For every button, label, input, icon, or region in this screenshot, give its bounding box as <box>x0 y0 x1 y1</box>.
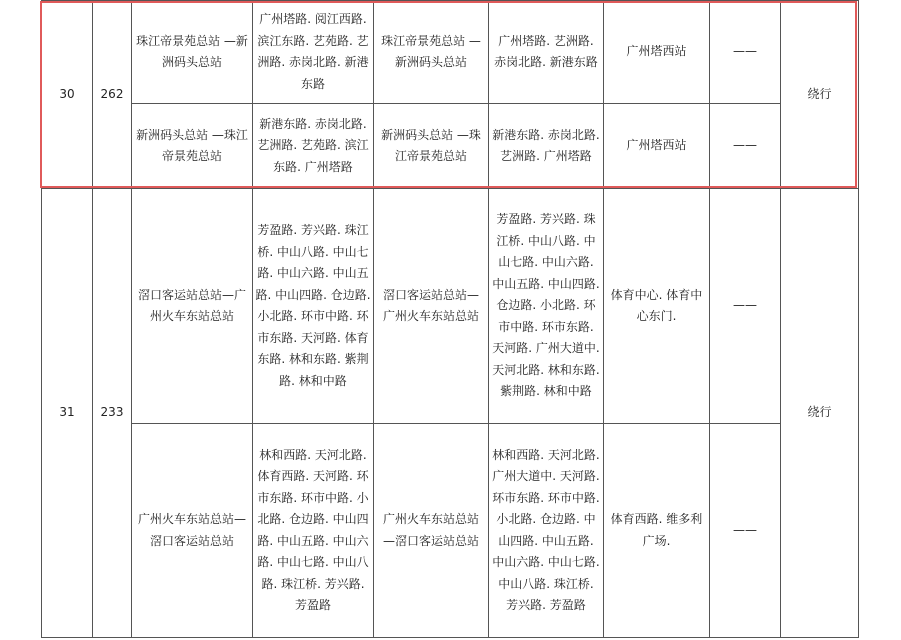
adjusted-path-cell: 广州塔路. 艺洲路. 赤岗北路. 新港东路 <box>489 1 604 104</box>
adjusted-path-cell: 林和西路. 天河北路. 广州大道中. 天河路. 环市东路. 环市中路. 小北路. 仓边路. 中山四路. 中山五路. 中山六路. 中山七路. 中山八路. 珠江桥. 芳兴路. 芳盈路 <box>489 424 604 638</box>
stops-added-cell: —— <box>710 104 781 189</box>
adjusted-direction-cell: 新洲码头总站 —珠江帝景苑总站 <box>374 104 489 189</box>
route-number-cell: 233 <box>93 189 132 638</box>
table-row <box>42 189 859 424</box>
direction-cell: 广州火车东站总站—滘口客运站总站 <box>132 424 253 638</box>
route-adjustment-table <box>41 0 859 638</box>
original-path-cell: 新港东路. 赤岗北路. 艺洲路. 艺苑路. 滨江东路. 广州塔路 <box>253 104 374 189</box>
note-cell: 绕行 <box>781 189 859 638</box>
stops-added-cell: —— <box>710 1 781 104</box>
adjusted-direction-cell: 滘口客运站总站—广州火车东站总站 <box>374 189 489 424</box>
stops-added-cell: —— <box>710 424 781 638</box>
adjusted-direction-cell: 广州火车东站总站—滘口客运站总站 <box>374 424 489 638</box>
sequence-number-cell: 30 <box>42 1 93 189</box>
direction-cell: 滘口客运站总站—广州火车东站总站 <box>132 189 253 424</box>
sequence-number-cell: 31 <box>42 189 93 638</box>
stops-cancelled-cell: 体育西路. 维多利广场. <box>604 424 710 638</box>
direction-cell: 新洲码头总站 —珠江帝景苑总站 <box>132 104 253 189</box>
adjusted-direction-cell: 珠江帝景苑总站 —新洲码头总站 <box>374 1 489 104</box>
original-path-cell: 广州塔路. 阅江西路. 滨江东路. 艺苑路. 艺洲路. 赤岗北路. 新港东路 <box>253 1 374 104</box>
route-number-cell: 262 <box>93 1 132 189</box>
adjusted-path-cell: 新港东路. 赤岗北路. 艺洲路. 广州塔路 <box>489 104 604 189</box>
table-row <box>42 1 859 104</box>
table-row <box>42 424 859 638</box>
stops-added-cell: —— <box>710 189 781 424</box>
direction-cell: 珠江帝景苑总站 —新洲码头总站 <box>132 1 253 104</box>
original-path-cell: 芳盈路. 芳兴路. 珠江桥. 中山八路. 中山七路. 中山六路. 中山五路. 中山四路. 仓边路. 小北路. 环市中路. 环市东路. 天河路. 体育东路. 林和东路. 紫荆路. 林和中路 <box>253 189 374 424</box>
stops-cancelled-cell: 体育中心. 体育中心东门. <box>604 189 710 424</box>
stops-cancelled-cell: 广州塔西站 <box>604 104 710 189</box>
table-row <box>42 104 859 189</box>
note-cell: 绕行 <box>781 1 859 189</box>
stops-cancelled-cell: 广州塔西站 <box>604 1 710 104</box>
original-path-cell: 林和西路. 天河北路. 体育西路. 天河路. 环市东路. 环市中路. 小北路. 仓边路. 中山四路. 中山五路. 中山六路. 中山七路. 中山八路. 珠江桥. 芳兴路. 芳盈路 <box>253 424 374 638</box>
adjusted-path-cell: 芳盈路. 芳兴路. 珠江桥. 中山八路. 中山七路. 中山六路. 中山五路. 中山四路. 仓边路. 小北路. 环市中路. 环市东路. 天河路. 广州大道中. 天河北路. 林和东路. 紫荆路. 林和中路 <box>489 189 604 424</box>
